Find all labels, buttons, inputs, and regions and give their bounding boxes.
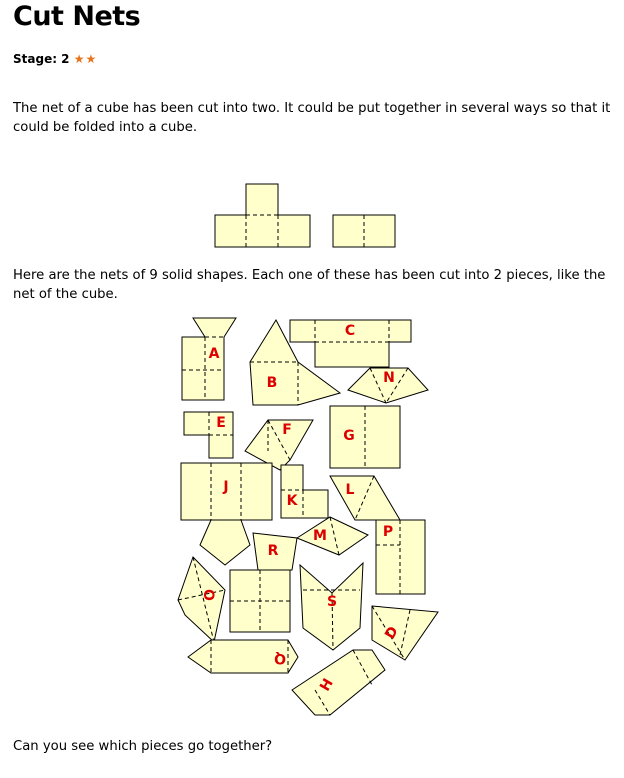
question-paragraph: Can you see which pieces go together? bbox=[13, 739, 273, 754]
nets-intro-paragraph: Here are the nets of 9 solid shapes. Each one of these has been cut into 2 pieces, like the net of the cube. bbox=[13, 268, 606, 302]
net-piece-k bbox=[281, 465, 328, 518]
piece-label-g: G bbox=[343, 428, 355, 444]
piece-label-b: B bbox=[266, 375, 278, 391]
piece-label-q: Q bbox=[274, 650, 286, 666]
piece-label-m: M bbox=[313, 528, 327, 544]
net-piece-r bbox=[253, 533, 297, 570]
piece-label-j: J bbox=[223, 479, 229, 495]
intro-paragraph: The net of a cube has been cut into two. It could be put together in several ways so that it could be folded into a cube. bbox=[13, 101, 611, 135]
stage-label: Stage: 2 bbox=[13, 52, 70, 66]
net-piece-o bbox=[178, 557, 225, 642]
net-piece-g bbox=[330, 406, 400, 468]
piece-label-c: C bbox=[344, 323, 356, 339]
piece-label-a: A bbox=[208, 346, 220, 362]
net-piece-j bbox=[181, 463, 272, 520]
net-piece-p bbox=[376, 520, 425, 594]
piece-label-o: O bbox=[200, 589, 216, 601]
piece-label-p: P bbox=[382, 524, 394, 540]
net-piece-m bbox=[297, 517, 368, 555]
piece-label-r: R bbox=[267, 543, 279, 559]
piece-label-e: E bbox=[216, 415, 226, 431]
net-piece-h bbox=[292, 650, 385, 715]
net-piece-a bbox=[182, 318, 236, 400]
piece-label-d: D bbox=[382, 623, 402, 643]
net-piece-q bbox=[188, 640, 298, 673]
page-title: Cut Nets bbox=[13, 1, 141, 32]
net-piece-s bbox=[300, 563, 363, 650]
star-icon: ★★ bbox=[73, 52, 98, 66]
piece-label-n: N bbox=[383, 370, 395, 386]
net-piece-n bbox=[348, 368, 428, 403]
piece-label-l: L bbox=[345, 482, 355, 498]
net-piece-e bbox=[184, 412, 233, 458]
net-piece-c bbox=[290, 320, 411, 367]
net-piece-d-upper bbox=[200, 520, 250, 565]
cube-net-piece-2 bbox=[333, 215, 395, 247]
net-piece-rect bbox=[230, 570, 290, 632]
piece-label-f: F bbox=[282, 422, 292, 438]
cube-net-piece-1 bbox=[215, 184, 310, 247]
net-piece-l bbox=[330, 476, 400, 520]
piece-label-k: K bbox=[286, 493, 298, 509]
net-piece-d bbox=[372, 606, 438, 660]
piece-label-s: S bbox=[326, 594, 338, 610]
piece-label-h: H bbox=[317, 675, 337, 695]
